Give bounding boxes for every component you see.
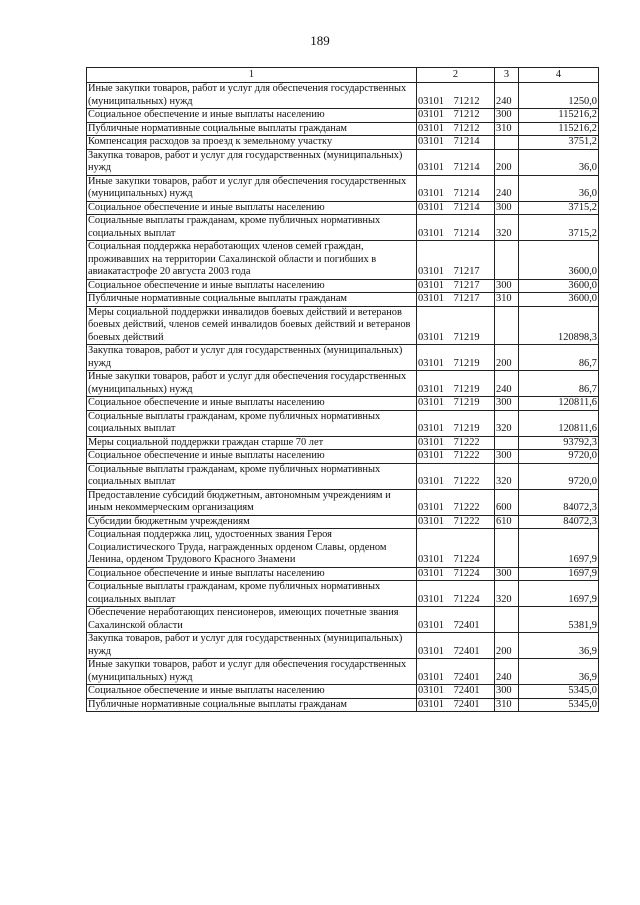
- table-row: [87, 515, 599, 529]
- row-expense-type: 320: [495, 581, 519, 607]
- row-code: [417, 175, 495, 201]
- row-code: [417, 122, 495, 136]
- row-code: [417, 489, 495, 515]
- row-name: Компенсация расходов за проезд к земельному участку: [87, 136, 417, 150]
- row-code: [417, 581, 495, 607]
- row-target-code: 72401: [453, 685, 480, 696]
- table-row: [87, 306, 599, 345]
- row-expense-type: [495, 136, 519, 150]
- table-row: [87, 293, 599, 307]
- row-name: Публичные нормативные социальные выплаты гражданам: [87, 698, 417, 712]
- table-row: [87, 659, 599, 685]
- row-amount: 120898,3: [519, 306, 599, 345]
- row-name: Субсидии бюджетным учреждениям: [87, 515, 417, 529]
- row-name: Иные закупки товаров, работ и услуг для обеспечения государственных (муниципальных) нужд: [87, 371, 417, 397]
- row-name: Публичные нормативные социальные выплаты гражданам: [87, 122, 417, 136]
- row-target-code: 71219: [453, 423, 480, 434]
- row-amount: 115216,2: [519, 109, 599, 123]
- row-name: Социальное обеспечение и иные выплаты населению: [87, 397, 417, 411]
- table-row: [87, 397, 599, 411]
- row-amount: 36,9: [519, 633, 599, 659]
- row-section-code: 03101: [418, 293, 444, 304]
- row-section-code: 03101: [418, 383, 444, 395]
- row-amount: 84072,3: [519, 515, 599, 529]
- row-target-code: 71222: [453, 450, 480, 461]
- row-section-code: 03101: [418, 502, 444, 513]
- table-row: [87, 279, 599, 293]
- row-name: Меры социальной поддержки граждан старше 70 лет: [87, 436, 417, 450]
- table-row: [87, 607, 599, 633]
- table-row: [87, 685, 599, 699]
- table-row: [87, 371, 599, 397]
- row-code: [417, 698, 495, 712]
- row-code: [417, 463, 495, 489]
- row-target-code: 71219: [453, 357, 480, 369]
- row-name: Публичные нормативные социальные выплаты гражданам: [87, 293, 417, 307]
- row-name: Социальное обеспечение и иные выплаты населению: [87, 685, 417, 699]
- row-target-code: 71222: [453, 476, 480, 487]
- row-expense-type: 310: [495, 698, 519, 712]
- row-amount: 86,7: [519, 371, 599, 397]
- row-code: [417, 293, 495, 307]
- row-code: [417, 149, 495, 175]
- row-code: [417, 450, 495, 464]
- row-amount: 36,0: [519, 149, 599, 175]
- row-code: [417, 410, 495, 436]
- row-expense-type: 240: [495, 83, 519, 109]
- row-target-code: 71214: [453, 201, 480, 213]
- table-row: [87, 529, 599, 568]
- row-code: [417, 201, 495, 215]
- row-target-code: 71219: [453, 331, 480, 343]
- table-row: [87, 567, 599, 581]
- row-expense-type: 310: [495, 122, 519, 136]
- header-amount: 4: [519, 68, 599, 83]
- table-row: [87, 450, 599, 464]
- row-name: Меры социальной поддержки инвалидов боевых действий и ветеранов боевых действий, членов семей инвалидов боевых действий и ветеранов боевых действий: [87, 306, 417, 345]
- row-amount: 3715,2: [519, 201, 599, 215]
- row-section-code: 03101: [418, 671, 444, 683]
- row-section-code: 03101: [418, 619, 444, 631]
- row-section-code: 03101: [418, 423, 444, 434]
- row-amount: 9720,0: [519, 450, 599, 464]
- row-expense-type: 300: [495, 397, 519, 411]
- table-row: [87, 149, 599, 175]
- table-row: [87, 215, 599, 241]
- budget-table: [86, 67, 599, 712]
- table-row: [87, 463, 599, 489]
- row-section-code: 03101: [418, 136, 444, 147]
- row-section-code: 03101: [418, 593, 444, 605]
- row-section-code: 03101: [418, 122, 444, 134]
- row-section-code: 03101: [418, 162, 444, 173]
- row-target-code: 71222: [453, 515, 480, 527]
- row-expense-type: [495, 241, 519, 280]
- row-expense-type: [495, 529, 519, 568]
- table-row: [87, 633, 599, 659]
- row-target-code: 71212: [453, 122, 480, 134]
- row-amount: 5345,0: [519, 685, 599, 699]
- row-amount: 1697,9: [519, 567, 599, 581]
- row-name: Обеспечение неработающих пенсионеров, имеющих почетные звания Сахалинской области: [87, 607, 417, 633]
- row-name: Социальное обеспечение и иные выплаты населению: [87, 201, 417, 215]
- row-amount: 93792,3: [519, 436, 599, 450]
- table-row: [87, 698, 599, 712]
- row-expense-type: 320: [495, 215, 519, 241]
- row-expense-type: 240: [495, 659, 519, 685]
- table-row: [87, 109, 599, 123]
- row-section-code: 03101: [418, 188, 444, 199]
- table-row: [87, 581, 599, 607]
- row-code: [417, 607, 495, 633]
- header-type: 3: [495, 68, 519, 83]
- row-section-code: 03101: [418, 698, 444, 710]
- row-expense-type: 320: [495, 463, 519, 489]
- table-row: [87, 122, 599, 136]
- row-name: Социальная поддержка неработающих членов семей граждан, проживавших на территории Сахалинской области и погибших в авиакатастрофе 20 августа 2003 года: [87, 241, 417, 280]
- table-row: [87, 489, 599, 515]
- row-section-code: 03101: [418, 357, 444, 369]
- row-amount: 3600,0: [519, 293, 599, 307]
- row-name: Закупка товаров, работ и услуг для государственных (муниципальных) нужд: [87, 149, 417, 175]
- row-target-code: 71224: [453, 593, 480, 605]
- row-name: Закупка товаров, работ и услуг для государственных (муниципальных) нужд: [87, 345, 417, 371]
- row-code: [417, 397, 495, 411]
- row-section-code: 03101: [418, 109, 444, 120]
- row-target-code: 71222: [453, 502, 480, 513]
- row-amount: 5345,0: [519, 698, 599, 712]
- row-section-code: 03101: [418, 567, 444, 579]
- row-target-code: 72401: [453, 645, 480, 657]
- row-code: [417, 241, 495, 280]
- row-section-code: 03101: [418, 266, 444, 277]
- row-expense-type: 300: [495, 201, 519, 215]
- row-amount: 1697,9: [519, 581, 599, 607]
- table-row: [87, 136, 599, 150]
- table-row: [87, 345, 599, 371]
- row-target-code: 71217: [453, 266, 480, 277]
- row-amount: 5381,9: [519, 607, 599, 633]
- row-expense-type: 240: [495, 371, 519, 397]
- row-section-code: 03101: [418, 201, 444, 213]
- row-section-code: 03101: [418, 279, 444, 291]
- row-expense-type: [495, 607, 519, 633]
- row-amount: 120811,6: [519, 397, 599, 411]
- row-code: [417, 529, 495, 568]
- row-section-code: 03101: [418, 331, 444, 343]
- row-amount: 36,9: [519, 659, 599, 685]
- row-expense-type: 300: [495, 450, 519, 464]
- row-code: [417, 567, 495, 581]
- row-target-code: 72401: [453, 671, 480, 683]
- row-target-code: 71224: [453, 554, 480, 565]
- row-code: [417, 436, 495, 450]
- header-name: 1: [87, 68, 417, 83]
- row-target-code: 71212: [453, 109, 480, 120]
- row-code: [417, 345, 495, 371]
- row-name: Социальные выплаты гражданам, кроме публичных нормативных социальных выплат: [87, 463, 417, 489]
- row-section-code: 03101: [418, 436, 444, 448]
- header-code: 2: [417, 68, 495, 83]
- row-expense-type: [495, 306, 519, 345]
- row-code: [417, 659, 495, 685]
- row-code: [417, 371, 495, 397]
- row-expense-type: 610: [495, 515, 519, 529]
- row-name: Социальное обеспечение и иные выплаты населению: [87, 109, 417, 123]
- table-row: [87, 175, 599, 201]
- row-expense-type: 300: [495, 567, 519, 581]
- table-row: [87, 241, 599, 280]
- row-expense-type: 300: [495, 109, 519, 123]
- row-code: [417, 685, 495, 699]
- row-amount: 9720,0: [519, 463, 599, 489]
- row-amount: 3751,2: [519, 136, 599, 150]
- row-section-code: 03101: [418, 476, 444, 487]
- row-target-code: 72401: [453, 619, 480, 631]
- row-amount: 3715,2: [519, 215, 599, 241]
- row-target-code: 71214: [453, 162, 480, 173]
- table-row: [87, 436, 599, 450]
- row-code: [417, 633, 495, 659]
- row-expense-type: 600: [495, 489, 519, 515]
- row-expense-type: 300: [495, 279, 519, 293]
- row-target-code: 71219: [453, 383, 480, 395]
- row-section-code: 03101: [418, 397, 444, 408]
- row-expense-type: 300: [495, 685, 519, 699]
- row-target-code: 71217: [453, 279, 480, 291]
- row-amount: 36,0: [519, 175, 599, 201]
- row-target-code: 71219: [453, 397, 480, 408]
- row-name: Социальная поддержка лиц, удостоенных звания Героя Социалистического Труда, награжденных орденом Славы, орденом Ленина, орденом Трудового Красного Знамени: [87, 529, 417, 568]
- row-expense-type: 200: [495, 633, 519, 659]
- row-section-code: 03101: [418, 95, 444, 107]
- table-row: [87, 201, 599, 215]
- table-header-row: [87, 68, 599, 83]
- row-section-code: 03101: [418, 515, 444, 527]
- row-target-code: 72401: [453, 698, 480, 710]
- row-target-code: 71212: [453, 95, 480, 107]
- row-name: Закупка товаров, работ и услуг для государственных (муниципальных) нужд: [87, 633, 417, 659]
- row-amount: 86,7: [519, 345, 599, 371]
- row-target-code: 71222: [453, 436, 480, 448]
- row-name: Социальные выплаты гражданам, кроме публичных нормативных социальных выплат: [87, 215, 417, 241]
- row-section-code: 03101: [418, 227, 444, 239]
- row-section-code: 03101: [418, 645, 444, 657]
- row-section-code: 03101: [418, 450, 444, 461]
- row-amount: 3600,0: [519, 279, 599, 293]
- row-code: [417, 136, 495, 150]
- row-code: [417, 306, 495, 345]
- row-expense-type: 240: [495, 175, 519, 201]
- row-amount: 120811,6: [519, 410, 599, 436]
- page-number: 189: [310, 33, 330, 48]
- row-name: Социальные выплаты гражданам, кроме публичных нормативных социальных выплат: [87, 410, 417, 436]
- row-expense-type: 320: [495, 410, 519, 436]
- row-name: Предоставление субсидий бюджетным, автономным учреждениям и иным некоммерческим организациям: [87, 489, 417, 515]
- row-name: Иные закупки товаров, работ и услуг для обеспечения государственных (муниципальных) нужд: [87, 659, 417, 685]
- row-section-code: 03101: [418, 554, 444, 565]
- row-amount: 84072,3: [519, 489, 599, 515]
- row-expense-type: 200: [495, 149, 519, 175]
- row-name: Иные закупки товаров, работ и услуг для обеспечения государственных (муниципальных) нужд: [87, 175, 417, 201]
- row-expense-type: 310: [495, 293, 519, 307]
- row-name: Социальные выплаты гражданам, кроме публичных нормативных социальных выплат: [87, 581, 417, 607]
- table-row: [87, 83, 599, 109]
- row-code: [417, 279, 495, 293]
- row-amount: 3600,0: [519, 241, 599, 280]
- row-code: [417, 515, 495, 529]
- row-expense-type: [495, 436, 519, 450]
- row-target-code: 71224: [453, 567, 480, 579]
- row-amount: 115216,2: [519, 122, 599, 136]
- row-name: Социальное обеспечение и иные выплаты населению: [87, 279, 417, 293]
- row-target-code: 71214: [453, 136, 480, 147]
- row-code: [417, 109, 495, 123]
- row-code: [417, 83, 495, 109]
- row-name: Социальное обеспечение и иные выплаты населению: [87, 450, 417, 464]
- row-target-code: 71214: [453, 188, 480, 199]
- row-amount: 1697,9: [519, 529, 599, 568]
- row-expense-type: 200: [495, 345, 519, 371]
- row-amount: 1250,0: [519, 83, 599, 109]
- table-row: [87, 410, 599, 436]
- row-code: [417, 215, 495, 241]
- row-section-code: 03101: [418, 685, 444, 696]
- row-name: Иные закупки товаров, работ и услуг для обеспечения государственных (муниципальных) нужд: [87, 83, 417, 109]
- row-name: Социальное обеспечение и иные выплаты населению: [87, 567, 417, 581]
- row-target-code: 71217: [453, 293, 480, 304]
- row-target-code: 71214: [453, 227, 480, 239]
